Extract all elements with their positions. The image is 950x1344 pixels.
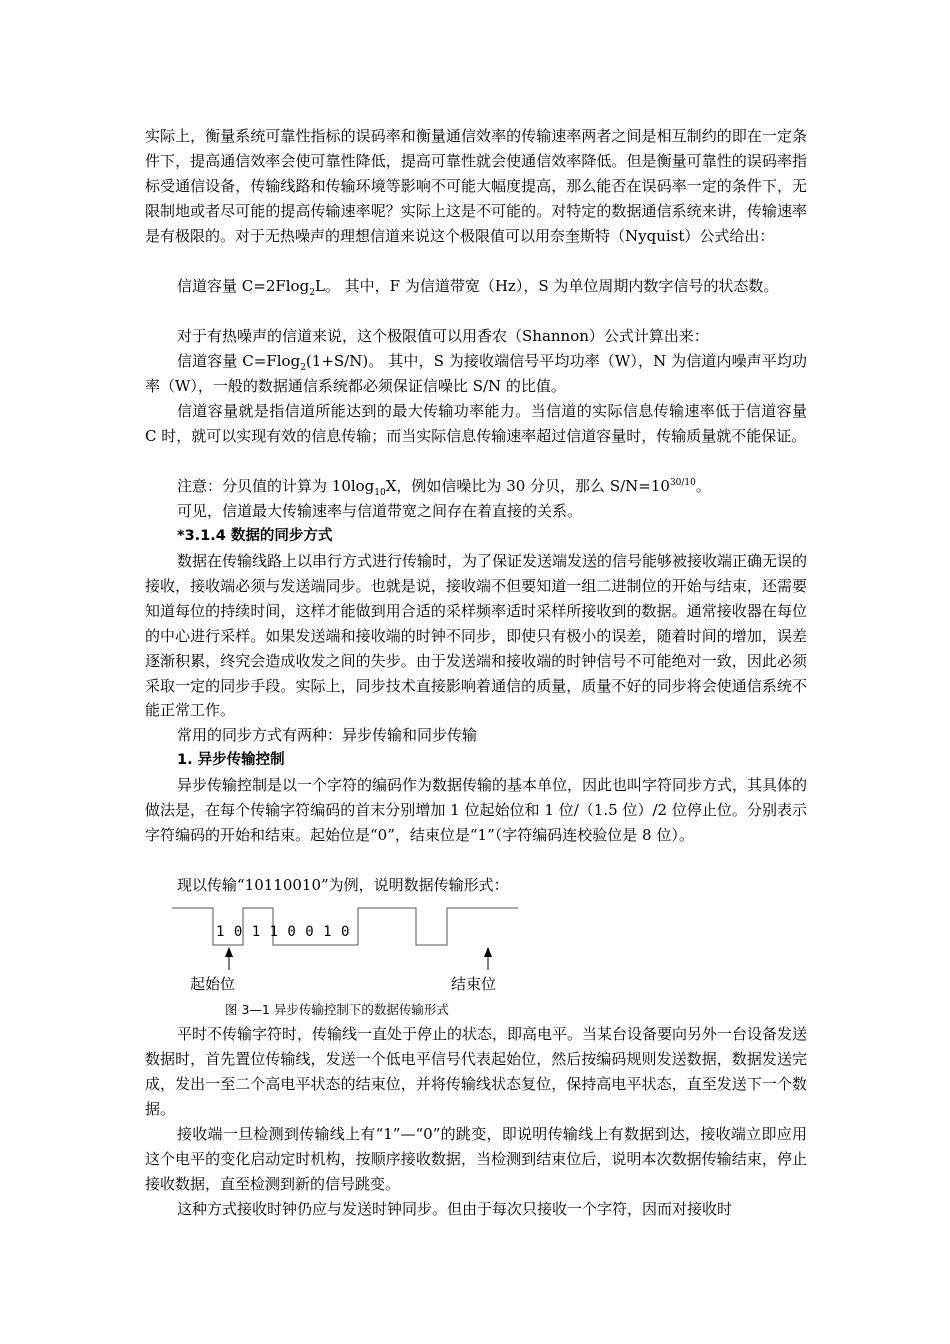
stop-bit-label: 结束位 <box>451 975 497 993</box>
shannon-subscript: 2 <box>300 363 306 373</box>
exponent-superscript: 30/10 <box>669 478 696 488</box>
decibel-note-end: 。 <box>695 477 711 495</box>
subsection-heading-async: 1. 异步传输控制 <box>177 752 285 768</box>
paragraph-nyquist-formula <box>145 274 807 299</box>
bit-sequence-label: 1 0 1 1 0 0 1 0 <box>216 924 350 940</box>
shannon-formula-text: 信道容量 C=Flog <box>177 352 301 370</box>
paragraph-receiver-detect: 接收端一旦检测到传输线上有“1”—“0”的跳变，即说明传输线上有数据到达，接收端立即应用这个电平的变化启动定时机构，按顺序接收数据，当检测到结束位后，说明本次数据传输结束，停止接收数据，直至检测到新的信号跳变。 <box>145 1125 807 1193</box>
start-arrow-head <box>225 947 233 957</box>
decibel-note-mid: X，例如信噪比为 30 分贝，那么 S/N=10 <box>385 477 670 495</box>
paragraph-channel-capacity: 信道容量就是指信道所能达到的最大传输功率能力。当信道的实际信息传输速率低于信道容量 C 时，就可以实现有效的信息传输；而当实际信息传输速率超过信道容量时，传输质量就不能保证。 <box>145 402 807 445</box>
shannon-explanation: (1+S/N)。 其中，S 为接收端信号平均功率（W），N 为信道内噪声平均功率（W），一般的数据通信系统都必须保证信噪比 S/N 的比值。 <box>145 352 807 395</box>
figure-caption: 图 3—1 异步传输控制下的数据传输形式 <box>225 1002 449 1017</box>
paragraph-clock-sync: 这种方式接收时钟仍应与发送时钟同步。但由于每次只接收一个字符，因而对接收时 <box>177 1200 733 1218</box>
log-base-subscript: 10 <box>374 488 386 498</box>
nyquist-subscript: 2 <box>309 288 315 298</box>
paragraph-example-intro: 现以传输“10110010”为例，说明数据传输形式： <box>177 876 509 894</box>
decibel-note-text: 注意：分贝值的计算为 10log <box>177 477 375 495</box>
paragraph-shannon-intro: 对于有热噪声的信道来说，这个极限值可以用香农（Shannon）公式计算出来： <box>177 327 709 345</box>
paragraph-async-control: 异步传输控制是以一个字符的编码作为数据传输的基本单位，因此也叫字符同步方式，其具体的做法是，在每个传输字符编码的首末分别增加 1 位起始位和 1 位/（1.5 位）/2 位停止位。分别表示字符编码的开始和结束。起始位是“0”，结束位是“1”（字符编码连校验位是 8 位）。 <box>145 776 808 844</box>
paragraph-sync-types: 常用的同步方式有两种：异步传输和同步传输 <box>177 726 478 744</box>
nyquist-explanation: L。 其中，F 为信道带宽（Hz），S 为单位周期内数字信号的状态数。 <box>314 277 779 295</box>
paragraph-decibel-note <box>145 474 807 499</box>
paragraph-reliability-vs-rate: 实际上，衡量系统可靠性指标的误码率和衡量通信效率的传输速率两者之间是相互制约的即在一定条件下，提高通信效率会使可靠性降低，提高可靠性就会使通信效率降低。但是衡量可靠性的误码率指标受通信设备，传输线路和传输环境等影响不可能大幅度提高，那么能否在误码率一定的条件下，无限制地或者尽可能的提高传输速率呢？实际上这是不可能的。对特定的数据通信系统来讲，传输速率是有极限的。对于无热噪声的理想信道来说这个极限值可以用奈奎斯特（Nyquist）公式给出： <box>145 127 807 245</box>
paragraph-bandwidth-relation: 可见，信道最大传输速率与信道带宽之间存在着直接的关系。 <box>177 502 583 520</box>
paragraph-shannon-formula <box>145 349 807 399</box>
section-heading-sync-methods: *3.1.4 数据的同步方式 <box>177 528 333 544</box>
nyquist-formula-text: 信道容量 C=2Flog <box>177 277 310 295</box>
stop-arrow-head <box>484 947 492 957</box>
paragraph-sync-explanation: 数据在传输线路上以串行方式进行传输时，为了保证发送端发送的信号能够被接收端正确无误的接收，接收端必须与发送端同步。也就是说，接收端不但要知道一组二进制位的开始与结束，还需要知道每位的持续时间，这样才能做到用合适的采样频率适时采样所接收到的数据。通常接收器在每位的中心进行采样。如果发送端和接收端的时钟不同步，即使只有极小的误差，随着时间的增加，误差逐渐积累，终究会造成收发之间的失步。由于发送端和接收端的时钟信号不可能绝对一致，因此必须采取一定的同步手段。实际上，同步技术直接影响着通信的质量，质量不好的同步将会使通信系统不能正常工作。 <box>145 552 808 720</box>
start-bit-label: 起始位 <box>190 975 236 993</box>
paragraph-idle-state: 平时不传输字符时，传输线一直处于停止的状态，即高电平。当某台设备要向另外一台设备发送数据时，首先置位传输线，发送一个低电平信号代表起始位，然后按编码规则发送数据，数据发送完成，发出一至二个高电平状态的结束位，并将传输线状态复位，保持高电平状态，直至发送下一个数据。 <box>145 1025 808 1118</box>
